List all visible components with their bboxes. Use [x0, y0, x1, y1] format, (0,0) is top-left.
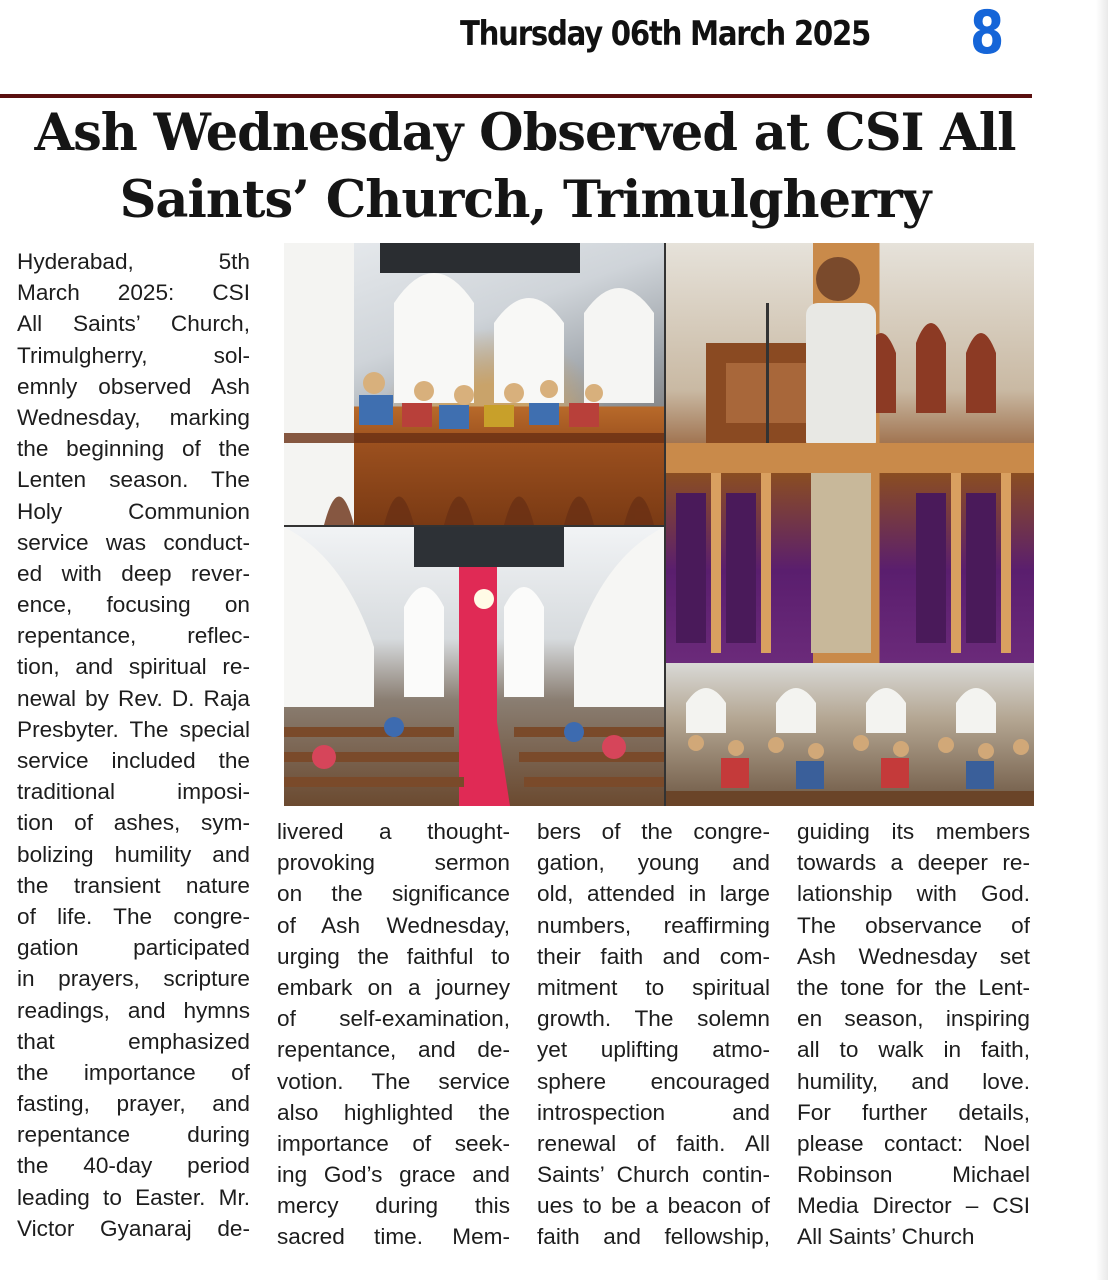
article-text-line: the beginning of the: [17, 436, 250, 462]
article-text-line: All Saints’ Church: [797, 1224, 975, 1250]
article-text-line: introspection and: [537, 1099, 770, 1125]
congregation-wide-photo: [666, 663, 1034, 806]
congregation-seated-photo: [284, 243, 664, 525]
article-text-line: in prayers, scripture: [17, 966, 250, 992]
header-rule: [0, 94, 1032, 98]
article-text-line: the importance of: [17, 1059, 250, 1085]
article-text-line: tion, and spiritual re-: [17, 654, 250, 680]
article-text-line: old, attended in large: [537, 881, 770, 907]
article-text-line: renewal of faith. All: [537, 1130, 770, 1156]
article-text-line: gation participated: [17, 935, 250, 961]
article-text-line: Robinson Michael: [797, 1162, 1030, 1188]
article-text-line: lationship with God.: [797, 881, 1030, 907]
article-text-line: service was conduct-: [17, 529, 250, 555]
photo-collage: [284, 243, 1034, 806]
article-text-line: Victor Gyanaraj de-: [17, 1215, 250, 1241]
article-text-line: urging the faithful to: [277, 943, 510, 969]
article-text-line: readings, and hymns: [17, 997, 250, 1023]
article-text-line: of Ash Wednesday,: [277, 912, 510, 938]
article-text-line: ence, focusing on: [17, 592, 250, 618]
article-text-line: tion of ashes, sym-: [17, 810, 250, 836]
article-text-line: embark on a journey: [277, 974, 510, 1000]
page-bottom-margin: [0, 1268, 1096, 1280]
article-text-line: newal by Rev. D. Raja: [17, 685, 250, 711]
article-text-line: humility, and love.: [797, 1068, 1030, 1094]
article-text-line: gation, young and: [537, 850, 770, 876]
article-text-line: Trimulgherry, sol-: [17, 342, 250, 368]
headline-line-2: Saints’ Church, Trimulgherry: [119, 170, 931, 230]
article-text-line: yet uplifting atmo-: [537, 1037, 770, 1063]
article-text-line: leading to Easter. Mr.: [17, 1184, 250, 1210]
article-column-3: [537, 816, 770, 1253]
article-text-line: the tone for the Lent-: [797, 974, 1030, 1000]
article-text-line: All Saints’ Church,: [17, 311, 250, 337]
article-text-line: repentance, reflec-: [17, 623, 250, 649]
article-text-line: service included the: [17, 748, 250, 773]
article-text-line: also highlighted the: [277, 1099, 510, 1125]
article-text-line: the transient nature: [17, 872, 250, 898]
issue-date: Thursday 06th March 2025: [460, 14, 871, 54]
article-column-2: [277, 816, 510, 1253]
article-text-line: Lenten season. The: [17, 467, 250, 493]
article-text-line: numbers, reaffirming: [537, 912, 770, 938]
article-text-line: en season, inspiring: [797, 1006, 1030, 1032]
article-text-line: For further details,: [797, 1099, 1030, 1125]
article-text-line: ing God’s grace and: [277, 1162, 510, 1188]
article-text-line: fasting, prayer, and: [17, 1091, 250, 1117]
article-text-line: Presbyter. The special: [17, 716, 250, 742]
article-text-line: Ash Wednesday set: [797, 943, 1030, 969]
article-text-line: provoking sermon: [277, 850, 510, 876]
article-text-line: faith and fellowship,: [537, 1224, 770, 1250]
article-text-line: repentance during: [17, 1122, 250, 1148]
article-text-line: Media Director – CSI: [797, 1193, 1030, 1219]
article-text-line: importance of seek-: [277, 1130, 510, 1156]
article-text-line: mitment to spiritual: [537, 974, 770, 1000]
article-text-line: of self-examination,: [277, 1006, 510, 1032]
article-text-line: votion. The service: [277, 1068, 510, 1094]
article-text-line: of life. The congre-: [17, 903, 250, 929]
article-text-line: their faith and com-: [537, 943, 770, 969]
article-text-line: livered a thought-: [277, 819, 510, 844]
article-text-line: please contact: Noel: [797, 1130, 1030, 1156]
article-text-line: Saints’ Church contin-: [537, 1162, 770, 1188]
article-text-line: sacred time. Mem-: [277, 1224, 510, 1250]
article-text-line: traditional imposi-: [17, 779, 250, 805]
article-text-line: The observance of: [797, 912, 1030, 938]
article-headline: [0, 100, 1050, 234]
article-text-line: bers of the congre-: [537, 819, 770, 844]
article-text-line: bolizing humility and: [17, 841, 250, 867]
article-text-line: repentance, and de-: [277, 1037, 510, 1063]
article-column-4: [797, 816, 1030, 1253]
article-column-1: [17, 246, 250, 1244]
page-number: 8: [970, 0, 1005, 68]
article-text-line: ues to be a beacon of: [537, 1193, 770, 1219]
article-text-line: growth. The solemn: [537, 1006, 770, 1032]
article-text-line: Hyderabad, 5th: [17, 249, 250, 274]
article-text-line: Wednesday, marking: [17, 404, 250, 430]
article-text-line: emnly observed Ash: [17, 373, 250, 399]
article-text-line: guiding its members: [797, 819, 1030, 844]
speaker-at-pulpit-photo: [666, 243, 1034, 663]
article-text-line: that emphasized: [17, 1028, 250, 1054]
page-edge-shadow: [1096, 0, 1108, 1280]
article-text-line: all to walk in faith,: [797, 1037, 1030, 1063]
article-text-line: ed with deep rever-: [17, 560, 250, 586]
article-text-line: sphere encouraged: [537, 1068, 770, 1094]
church-nave-aisle-photo: [284, 527, 664, 806]
article-text-line: March 2025: CSI: [17, 280, 250, 306]
article-text-line: mercy during this: [277, 1193, 510, 1219]
article-text-line: Holy Communion: [17, 498, 250, 524]
article-text-line: the 40-day period: [17, 1153, 250, 1179]
article-text-line: towards a deeper re-: [797, 850, 1030, 876]
article-text-line: on the significance: [277, 881, 510, 907]
headline-line-1: Ash Wednesday Observed at CSI All: [34, 103, 1016, 163]
